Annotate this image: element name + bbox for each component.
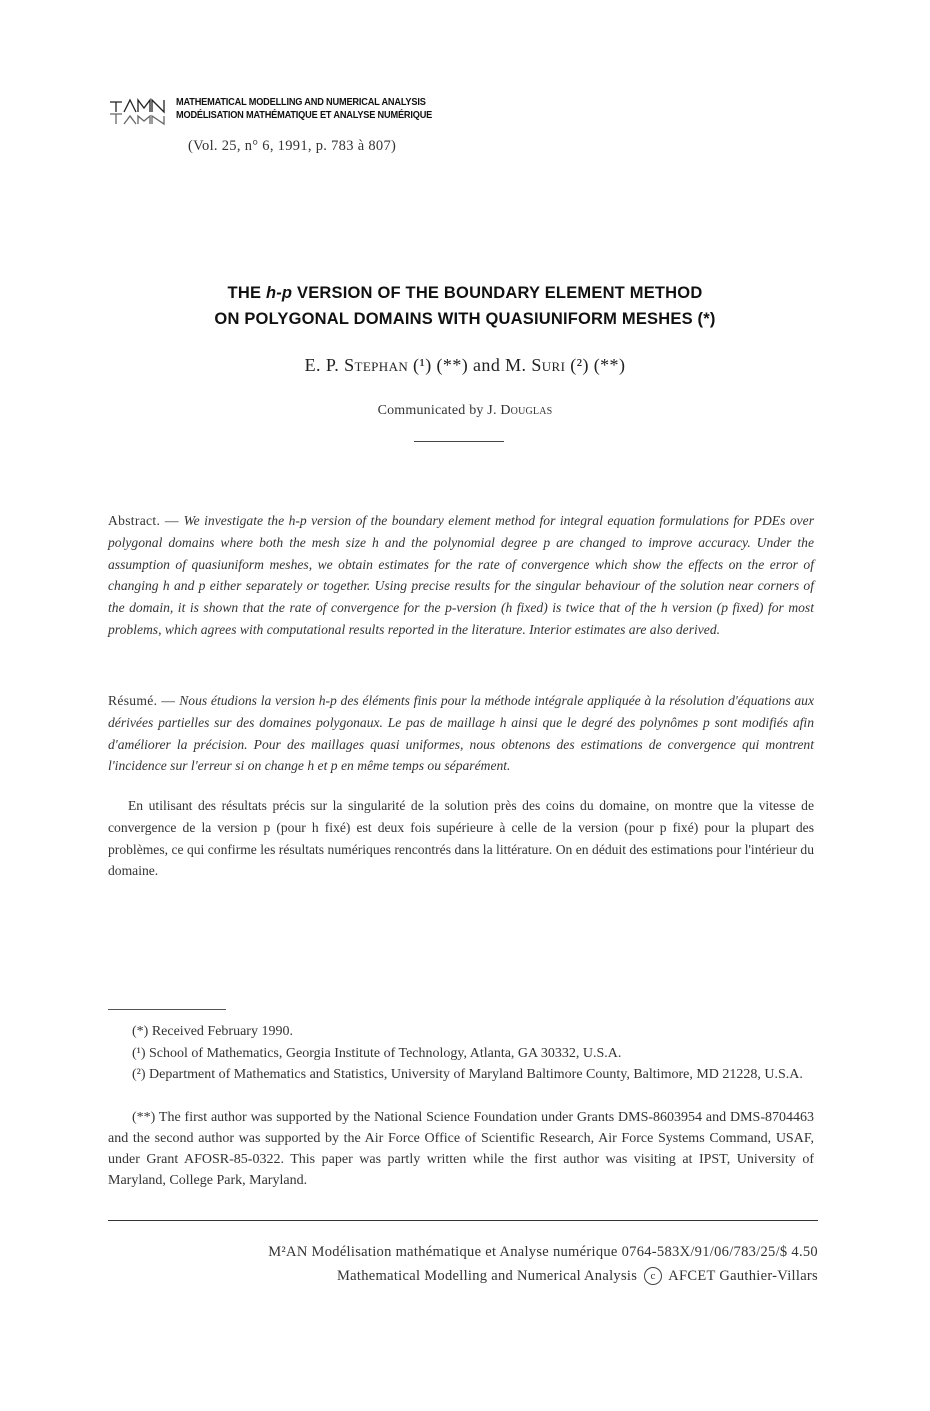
authors bbox=[0, 355, 930, 376]
author2-initials: M. bbox=[505, 355, 532, 375]
communicated-name: Douglas bbox=[500, 403, 553, 418]
footer-publisher-name: AFCET Gauthier-Villars bbox=[668, 1268, 818, 1284]
journal-title-english: MATHEMATICAL MODELLING AND NUMERICAL ANALYSIS bbox=[176, 97, 426, 108]
journal-titles bbox=[176, 96, 432, 122]
volume-info: (Vol. 25, n° 6, 1991, p. 783 à 807) bbox=[188, 138, 397, 154]
author-conjunction: and bbox=[468, 355, 506, 375]
resume-text-1: Nous étudions la version h-p des éléments finis pour la méthode intégrale appliquée à la résolution d'équations aux dérivées partielles sur des domaines polygonaux. Le pas de maillage h ainsi que le degré des polynômes p sont modifiés afin d'améliorer la précision. Pour des maillages quasi uniformes, nous obtenons des estimations de convergence qui montrent l'incidence sur l'erreur si on change h et p en même temps ou séparément. bbox=[108, 693, 814, 774]
author2-name: Suri bbox=[531, 355, 566, 375]
footnote-divider bbox=[108, 1009, 226, 1010]
author1-marks: (¹) (**) bbox=[408, 355, 469, 375]
title-suffix: VERSION OF THE BOUNDARY ELEMENT METHOD bbox=[292, 284, 703, 302]
abstract-text: We investigate the h-p version of the boundary element method for integral equation formulations for PDEs over polygonal domains where both the mesh size h and the polynomial degree p are changed to improve accuracy. Under the assumption of quasiuniform meshes, we obtain estimates for the rate of convergence which show the effects on the error of changing h and p either separately or together. Using precise results for the singular behaviour of the solution near corners of the domain, it is shown that the rate of convergence for the p-version (h fixed) is twice that of the h version (p fixed) for most problems, which agrees with computational results reported in the literature. Interior estimates are also derived. bbox=[108, 513, 814, 637]
footnote-author1-affiliation: (¹) School of Mathematics, Georgia Institute of Technology, Atlanta, GA 30332, U.S.A. bbox=[132, 1046, 622, 1061]
journal-logo-icon bbox=[108, 96, 172, 128]
abstract bbox=[108, 510, 814, 641]
journal-title-french: MODÉLISATION MATHÉMATIQUE ET ANALYSE NUMÉRIQUE bbox=[176, 110, 433, 121]
footnote-author2-affiliation: (²) Department of Mathematics and Statistics, University of Maryland Baltimore County, Baltimore, MD 21228, U.S.A. bbox=[132, 1067, 803, 1082]
footer-issn: M²AN Modélisation mathématique et Analyse numérique 0764-583X/91/06/783/25/$ 4.50 bbox=[268, 1244, 818, 1260]
communicated-by bbox=[0, 403, 930, 419]
resume bbox=[108, 690, 814, 777]
author1-initials: E. P. bbox=[304, 355, 345, 375]
paper-title-line2: ON POLYGONAL DOMAINS WITH QUASIUNIFORM MESHES (*) bbox=[214, 310, 716, 328]
footnote-received: (*) Received February 1990. bbox=[132, 1024, 293, 1039]
paper-title-line1 bbox=[0, 284, 930, 303]
communicated-prefix: Communicated by J. bbox=[377, 403, 501, 418]
footnote-funding: (**) The first author was supported by the National Science Foundation under Grants DMS-8603954 and DMS-8704463 and the second author was supported by the Air Force Office of Scientific Research, Air Force Systems Command, USAF, under Grant AFOSR-85-0322. This paper was partly written while the first author was visiting at IPST, University of Maryland, College Park, Maryland. bbox=[108, 1110, 814, 1188]
footer-divider bbox=[108, 1220, 818, 1221]
author2-marks: (²) (**) bbox=[565, 355, 626, 375]
title-divider bbox=[414, 441, 504, 442]
resume-text-2: En utilisant des résultats précis sur la singularité de la solution près des coins du domaine, on montre que la vitesse de convergence de la version p (pour h fixé) est deux fois supérieure à celle de la version (pour p fixé) pour la plupart des problèmes, ce qui confirme les résultats numériques rencontrés dans la littérature. On en déduit des estimations pour l'intérieur du domaine. bbox=[108, 798, 814, 879]
footer-publisher bbox=[108, 1267, 818, 1285]
resume-lead: Résumé. — bbox=[108, 693, 180, 708]
author1-name: Stephan bbox=[344, 355, 409, 375]
title-hp: h-p bbox=[265, 284, 293, 302]
journal-header bbox=[108, 96, 454, 128]
footer-journal-name: Mathematical Modelling and Numerical Analysis bbox=[336, 1268, 638, 1284]
abstract-lead: Abstract. — bbox=[108, 513, 184, 528]
title-prefix: THE bbox=[227, 284, 266, 302]
copyright-icon: c bbox=[644, 1267, 662, 1285]
